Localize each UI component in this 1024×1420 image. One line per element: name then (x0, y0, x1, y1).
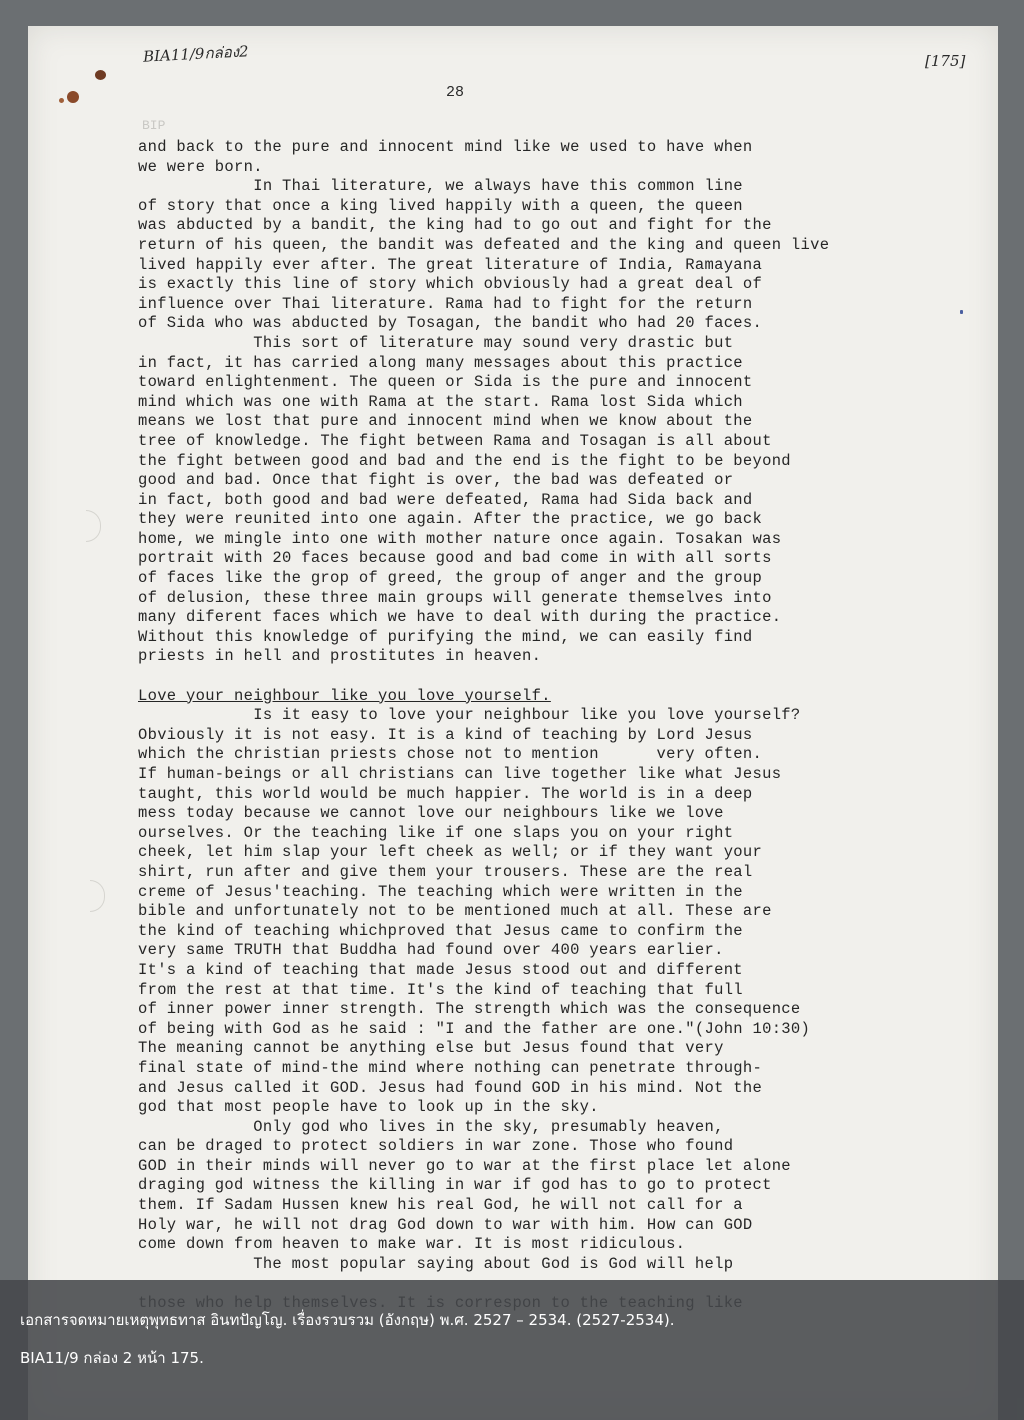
paragraph-gap (138, 667, 988, 687)
handwritten-page-number: [175] (925, 52, 966, 70)
text-line: influence over Thai literature. Rama had to fight for the return (138, 294, 753, 313)
text-line: The meaning cannot be anything else but Jesus found that very (138, 1039, 724, 1058)
text-line: from the rest at that time. It's the kind of teaching that full (138, 980, 743, 999)
text-line: and back to the pure and innocent mind like we used to have when (138, 138, 753, 156)
text-line: very same TRUTH that Buddha had found over 400 years earlier. (138, 941, 724, 960)
text-line: cheek, let him slap your left cheek as well; or if they want your (138, 843, 763, 862)
text-line: which the christian priests chose not to mention very often. (138, 745, 763, 764)
text-line: The most popular saying about God is God will help (138, 1254, 734, 1273)
text-line: Only god who lives in the sky, presumably heaven, (138, 1117, 724, 1136)
archive-caption-bar (0, 1280, 1024, 1420)
section-heading: Love your neighbour like you love yourself. (138, 686, 551, 705)
text-line: god that most people have to look up in the sky. (138, 1098, 599, 1117)
text-line: tree of knowledge. The fight between Rama and Tosagan is all about (138, 431, 772, 450)
text-line: creme of Jesus'teaching. The teaching which were written in the (138, 882, 743, 901)
text-line: shirt, run after and give them your trousers. These are the real (138, 862, 753, 881)
text-line: in fact, it has carried along many messages about this practice (138, 353, 743, 372)
text-line: of being with God as he said : "I and the father are one."(John 10:30) (138, 1019, 811, 1038)
text-line: In Thai literature, we always have this common line (138, 177, 743, 196)
caption-title: เอกสารจดหมายเหตุพุทธทาส อินทปัญโญ. เรื่องรวบรวม (อังกฤษ) พ.ศ. 2527 – 2534. (2527-2534). (20, 1311, 675, 1329)
text-line: and Jesus called it GOD. Jesus had found GOD in his mind. Not the (138, 1078, 763, 1097)
text-line: This sort of literature may sound very drastic but (138, 333, 734, 352)
rust-stain (67, 91, 79, 103)
text-line: toward enlightenment. The queen or Sida is the pure and innocent (138, 373, 753, 392)
text-line: of inner power inner strength. The strength which was the consequence (138, 1000, 801, 1019)
text-line: means we lost that pure and innocent mind when we know about the (138, 412, 753, 431)
caption-reference: BIA11/9 กล่อง 2 หน้า 175. (20, 1349, 204, 1367)
text-line: final state of mind-the mind where nothing can penetrate through- (138, 1058, 763, 1077)
text-line: home, we mingle into one with mother nature once again. Tosakan was (138, 529, 782, 548)
text-line: we were born. (138, 157, 263, 176)
text-line: Obviously it is not easy. It is a kind of teaching by Lord Jesus (138, 725, 753, 744)
text-line: bible and unfortunately not to be mentioned much at all. These are (138, 902, 772, 921)
text-line: of faces like the grop of greed, the group of anger and the group (138, 569, 763, 588)
text-line: ourselves. Or the teaching like if one slaps you on your right (138, 823, 734, 842)
text-line: Is it easy to love your neighbour like you love yourself? (138, 706, 801, 725)
text-line: of delusion, these three main groups will generate themselves into (138, 588, 772, 607)
faint-mark: BIP (142, 118, 166, 133)
rust-stain (59, 98, 64, 103)
text-line: is exactly this line of story which obviously had a great deal of (138, 275, 763, 294)
text-line: can be draged to protect soldiers in war zone. Those who found (138, 1137, 734, 1156)
text-line: many diferent faces which we have to deal with during the practice. (138, 608, 782, 627)
text-line: draging god witness the killing in war if god has to go to protect (138, 1176, 772, 1195)
text-line: come down from heaven to make war. It is most ridiculous. (138, 1235, 686, 1254)
text-line: the fight between good and bad and the end is the fight to be beyond (138, 451, 791, 470)
text-line: If human-beings or all christians can live together like what Jesus (138, 765, 782, 783)
text-line: It's a kind of teaching that made Jesus stood out and different (138, 960, 743, 979)
text-line: GOD in their minds will never go to war at the first place let alone (138, 1156, 791, 1175)
text-line: good and bad. Once that fight is over, the bad was defeated or (138, 471, 734, 490)
text-line: in fact, both good and bad were defeated, Rama had Sida back and (138, 490, 753, 509)
text-line: of Sida who was abducted by Tosagan, the bandit who had 20 faces. (138, 314, 763, 333)
typed-page-number: 28 (446, 84, 465, 101)
handwritten-reference: BIA11/9กล่อง2 (142, 42, 250, 66)
text-line: Without this knowledge of purifying the mind, we can easily find (138, 627, 753, 646)
text-line: of story that once a king lived happily with a queen, the queen (138, 196, 743, 215)
text-line: portrait with 20 faces because good and bad come in with all sorts (138, 549, 772, 568)
text-line: they were reunited into one again. After the practice, we go back (138, 510, 763, 529)
text-line: Holy war, he will not drag God down to war with him. How can GOD (138, 1215, 753, 1234)
text-line: taught, this world would be much happier. The world is in a deep (138, 784, 753, 803)
text-line: them. If Sadam Hussen knew his real God, he will not call for a (138, 1196, 743, 1215)
typed-body-text (138, 138, 988, 1314)
text-line: was abducted by a bandit, the king had to go out and fight for the (138, 216, 772, 235)
text-line: mind which was one with Rama at the start. Rama lost Sida which (138, 392, 743, 411)
text-line: lived happily ever after. The great literature of India, Ramayana (138, 255, 763, 274)
text-line: the kind of teaching whichproved that Jesus came to confirm the (138, 921, 743, 940)
text-line: priests in hell and prostitutes in heaven. (138, 647, 542, 666)
text-line: return of his queen, the bandit was defeated and the king and queen live (138, 235, 830, 254)
text-line: mess today because we cannot love our neighbours like we love (138, 804, 724, 823)
rust-stain (95, 70, 106, 80)
